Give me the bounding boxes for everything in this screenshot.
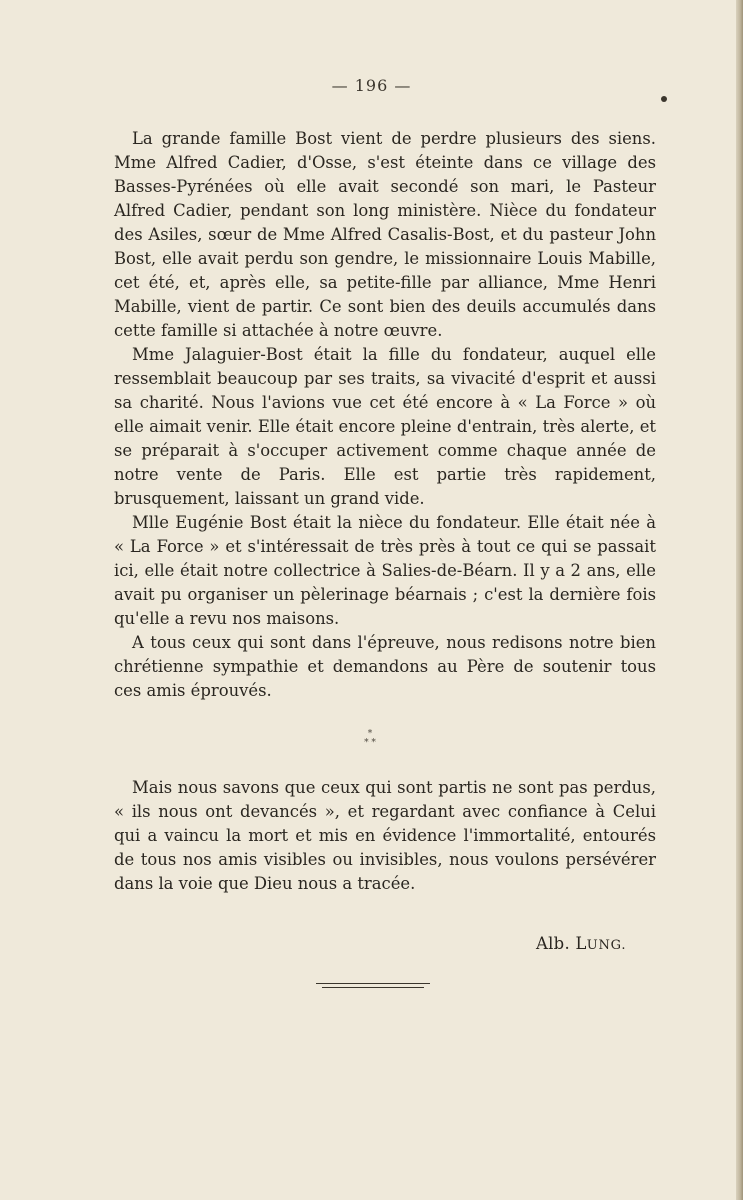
closing-section bbox=[114, 776, 656, 896]
ink-dot bbox=[661, 96, 667, 102]
paragraph-bost-family: La grande famille Bost vient de perdre plusieurs des siens. Mme Alfred Cadier, d'Osse, s'est éteinte dans ce village des Basses-Pyrénées où elle avait secondé son mari, le Pasteur Alfred Cadier, pendant son long ministère. Nièce du fondateur des Asiles, sœur de Mme Alfred Casalis-Bost, et du pasteur John Bost, elle avait perdu son gendre, le missionnaire Louis Mabille, cet été, et, après elle, sa petite-fille par alliance, Mme Henri Mabille, vient de partir. Ce sont bien des deuils accumulés dans cette famille si attachée à notre œuvre. bbox=[114, 129, 656, 340]
paragraph-sympathy: A tous ceux qui sont dans l'épreuve, nous redisons notre bien chrétienne sympathie et demandons au Père de soutenir tous ces amis éprouvés. bbox=[114, 633, 656, 700]
paragraph-closing: Mais nous savons que ceux qui sont partis ne sont pas perdus, « ils nous ont devancés », et regardant avec confiance à Celui qui a vaincu la mort et mis en évidence l'immortalité, entourés de tous nos amis visibles ou invisibles, nous voulons persévérer dans la voie que Dieu nous a tracée. bbox=[114, 778, 656, 893]
asterism-divider bbox=[358, 730, 382, 758]
paragraph-jalaguier-bost: Mme Jalaguier-Bost était la fille du fondateur, auquel elle ressemblait beaucoup par ses traits, sa vivacité d'esprit et aussi sa charité. Nous l'avions vue cet été encore à « La Force » où elle aimait venir. Elle était encore pleine d'entrain, très alerte, et se préparait à s'occuper activement comme chaque année de notre vente de Paris. Elle est partie très rapidement, brusquement, laissant un grand vide. bbox=[114, 345, 656, 508]
obituary-section bbox=[114, 127, 656, 703]
page-number: — 196 — bbox=[331, 76, 412, 95]
signature bbox=[536, 932, 626, 958]
asterism-top: * bbox=[367, 729, 373, 739]
asterism-bottom: * * bbox=[364, 738, 376, 748]
page-edge bbox=[736, 0, 743, 1200]
paragraph-eugenie-bost: Mlle Eugénie Bost était la nièce du fondateur. Elle était née à « La Force » et s'intéressait de très près à tout ce qui se passait ici, elle était notre collectrice à Salies-de-Béarn. Il y a 2 ans, elle avait pu organiser un pèlerinage béarnais ; c'est la dernière fois qu'elle a revu nos maisons. bbox=[114, 513, 656, 628]
end-rule-thin bbox=[322, 987, 424, 988]
signature-rest: UNG. bbox=[586, 938, 627, 953]
end-rule bbox=[316, 983, 430, 984]
signature-first: Alb. L bbox=[536, 934, 587, 953]
